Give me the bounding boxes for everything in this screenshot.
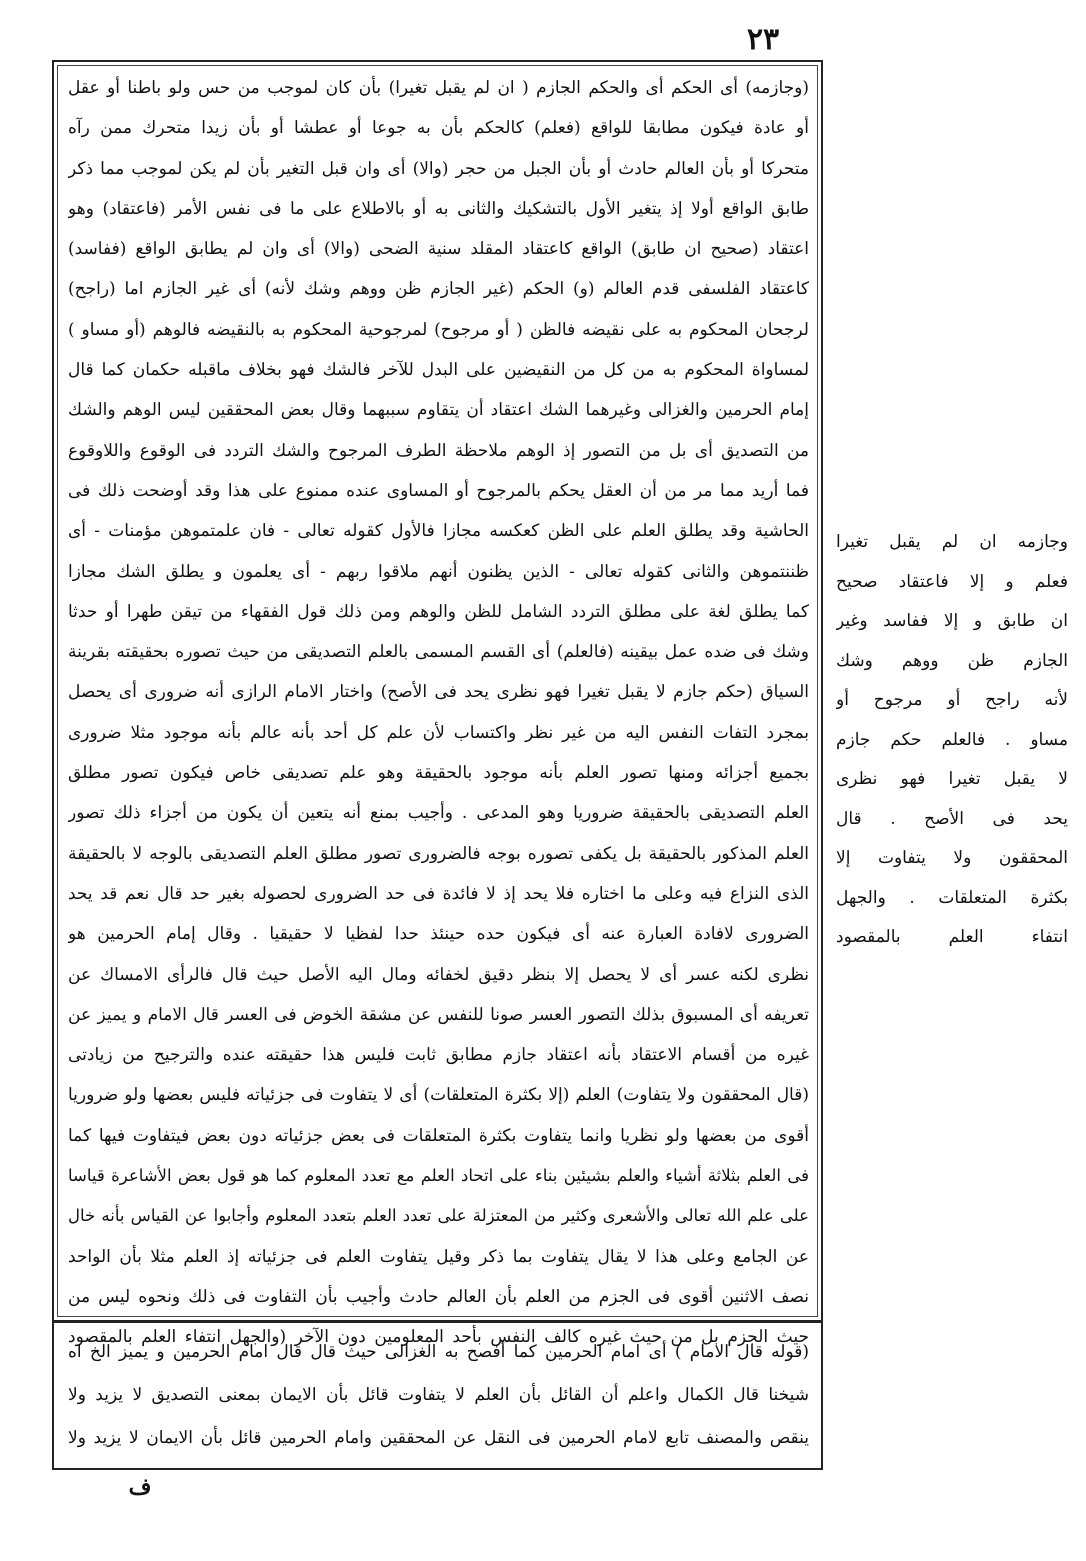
text-line: فما أريد مما مر من أن العقل يحكم بالمرجوح أو المساوى عنده ممنوع على هذا وقد أوضحت ذلك فى <box>68 480 809 501</box>
text-line: كما يطلق لغة على مطلق التردد الشامل للظن والوهم ومن ذلك قول الفقهاء من تيقن طهرا أو حدثا <box>68 601 809 622</box>
margin-line: لأنه راجح أو مرجوح أو <box>836 690 1068 710</box>
margin-line: انتفاء العلم بالمقصود <box>836 927 1068 947</box>
margin-line: الجازم ظن ووهم وشك <box>836 650 1068 671</box>
text-line: كاعتقاد الفلسفى قدم العالم (و) الحكم (غير الجازم ظن ووهم وشك لأنه) أى غير الجازم اما (راجح) <box>68 279 809 300</box>
margin-line: المحققون ولا يتفاوت إلا <box>836 848 1068 868</box>
text-line: ظننتموهن والثانى كقوله تعالى - الذين يظنون أنهم ملاقوا ربهم - أى يعلمون و يطلق الشك مجازا <box>68 561 809 582</box>
margin-line: وجازمه ان لم يقبل تغيرا <box>836 532 1068 552</box>
text-line: السياق (حكم جازم لا يقبل تغيرا فهو نظرى يحد فى الأصح) واختار الامام الرازى أنه ضرورى أى يحصل <box>68 682 809 703</box>
text-line: اعتقاد (صحيح ان طابق) الواقع كاعتقاد المقلد سنية الضحى (والا) أى وان لم يطابق الواقع (ففاسد) <box>68 239 809 260</box>
text-line: متحركا أو بأن العالم حادث أو بأن الجبل من حجر (والا) أى وان قبل التغير بأن لم يكن لموجب مما ذكر <box>68 158 809 179</box>
margin-line: لا يقبل تغيرا فهو نظرى <box>836 769 1068 789</box>
page-number: ٢٣ <box>746 22 780 57</box>
margin-line: مساو . فالعلم حكم جازم <box>836 729 1068 750</box>
text-line: إمام الحرمين والغزالى وغيرهما الشك اعتقاد أن يتقاوم سببهما وقال بعض المحققين ليس الوهم والشك <box>68 400 809 421</box>
text-line: فى العلم بثلاثة أشياء والعلم بشيئين بناء على اتحاد العلم مع تعدد المعلوم كما هو قول بعض الأشاعرة قياسا <box>68 1166 809 1186</box>
text-line: من التصديق أى بل من التصور إذ الوهم ملاحظة الطرف المرجوح والشك التردد فى الوقوع واللاوقوع <box>68 440 809 461</box>
text-line: بجميع أجزائه ومنها تصور العلم بأنه موجود بالحقيقة وهو علم تصديقى خاص فيكون تصور مطلق <box>68 763 809 784</box>
text-line: أو عادة فيكون مطابقا للواقع (فعلم) كالحكم بأن به جوعا أو عطشا أو بأن زيدا متحرك ممن رآه <box>68 118 809 139</box>
footnote-frame <box>52 1322 823 1470</box>
text-line: العلم المذكور بالحقيقة بل يكفى تصوره بوجه فالضرورى تصور مطلق العلم التصديقى بالوجه لا بالحقيقة <box>68 843 809 864</box>
text-line: لرجحان المحكوم به على نقيضه فالظن ( أو مرجوح) لمرجوحية المحكوم به بالنقيضه فالوهم (أو مساو ) <box>68 319 809 340</box>
text-line: العلم التصديقى بالحقيقة ضروريا وهو المدعى . وأجيب بمنع أنه يتعين أن يكون من أجزاء ذلك تصور <box>68 803 809 824</box>
text-line: الذى النزاع فيه وعلى ما اختاره فلا يحد إذ لا فائدة فى حد الضرورى لحصوله بغير حد قال نعم قد يحد <box>68 883 809 904</box>
text-line: نصف الاثنين أقوى فى الجزم من العلم بأن العالم حادث وأجيب بأن التفاوت فى ذلك ونحوه ليس من <box>68 1286 809 1307</box>
text-line: عن الجامع وعلى هذا لا يقال يتفاوت بما ذكر وقيل يتفاوت العلم فى جزئياته إذ العلم مثلا بأن الواحد <box>68 1246 809 1267</box>
main-commentary-text <box>68 68 809 1348</box>
text-line: (قال المحققون ولا يتفاوت) العلم (إلا بكثرة المتعلقات) أى لا يتفاوت فى جزئياته فليس بعضها ولو ضروريا <box>68 1085 809 1106</box>
footnote-text <box>68 1331 809 1462</box>
footnote-line: (قوله قال الامام ) أى امام الحرمين كما أفصح به الغزالى حيث قال قال امام الحرمين و يميز الخ اه <box>68 1342 809 1362</box>
margin-matn-text <box>836 523 1068 958</box>
text-line: بمجرد التفات النفس اليه من غير نظر واكتساب لأن علم كل أحد بأنه عالم بأنه موجود مثلا ضرورى <box>68 722 809 743</box>
margin-line: ان طابق و إلا ففاسد وغير <box>836 611 1068 631</box>
text-line: غيره من أقسام الاعتقاد بأنه اعتقاد جازم مطابق ثابت فليس هذا حقيقته عنده والترجيح من زيادتى <box>68 1045 809 1066</box>
margin-line: يحد فى الأصح . قال <box>836 808 1068 829</box>
catchword: ف <box>128 1474 152 1500</box>
text-line: تعريفه أى المسبوق بذلك التصور العسر صونا للنفس عن مشقة الخوض فى العسر قال الامام و يميز عن <box>68 1004 809 1025</box>
text-line: على علم الله تعالى والأشعرى وكثير من المعتزلة على تعدد العلم بتعدد المعلوم وأجابوا عن القياس بأنه خال <box>68 1206 809 1226</box>
text-line: أقوى من بعضها ولو نظريا وانما يتفاوت بكثرة المتعلقات فى بعض جزئياته دون بعض فيتفاوت فيها كما <box>68 1125 809 1146</box>
footnote-line: شيخنا قال الكمال واعلم أن القائل بأن العلم لا يتفاوت قائل بأن الايمان بمعنى التصديق لا يزيد ولا <box>68 1385 809 1405</box>
text-line: الضرورى لافادة العبارة عنه أى فيكون حده حينئذ حدا لفظيا لا حقيقيا . وقال إمام الحرمين هو <box>68 924 809 945</box>
text-line: حيث الجزم بل من حيث غيره كالف النفس بأحد المعلومين دون الآخر (والجهل انتفاء العلم بالمقصود <box>68 1327 809 1348</box>
text-line: وشك فى ضده عمل بيقينه (فالعلم) أى القسم المسمى بالعلم التصديقى من حيث تصوره بحقيقته بقرينة <box>68 642 809 663</box>
margin-line: بكثرة المتعلقات . والجهل <box>836 887 1068 908</box>
text-line: نظرى لكنه عسر أى لا يحصل إلا بنظر دقيق لخفائه ومال اليه الأصل حيث قال فالرأى الامساك عن <box>68 964 809 985</box>
text-line: الحاشية وقد يطلق العلم على الظن كعكسه مجازا فالأول كقوله تعالى - فان علمتموهن مؤمنات - أى <box>68 521 809 542</box>
footnote-line: ينقص والمصنف تابع لامام الحرمين فى النقل عن المحققين وامام الحرمين قائل بأن الايمان لا يزيد ولا <box>68 1428 809 1448</box>
main-text-frame <box>52 60 823 1348</box>
margin-line: فعلم و إلا فاعتقاد صحيح <box>836 571 1068 592</box>
text-line: (وجازمه) أى الحكم أى والحكم الجازم ( ان لم يقبل تغيرا) بأن كان لموجب من حس ولو باطنا أو عقل <box>68 78 809 98</box>
text-line: لمساواة المحكوم به من كل من النقيضين على البدل للآخر فالشك فهو بخلاف ماقبله حكمان كما قال <box>68 360 809 381</box>
text-line: طابق الواقع أولا إذ يتغير الأول بالتشكيك والثانى به أو بالاطلاع على ما فى نفس الأمر (فاعتقاد) وهو <box>68 198 809 219</box>
